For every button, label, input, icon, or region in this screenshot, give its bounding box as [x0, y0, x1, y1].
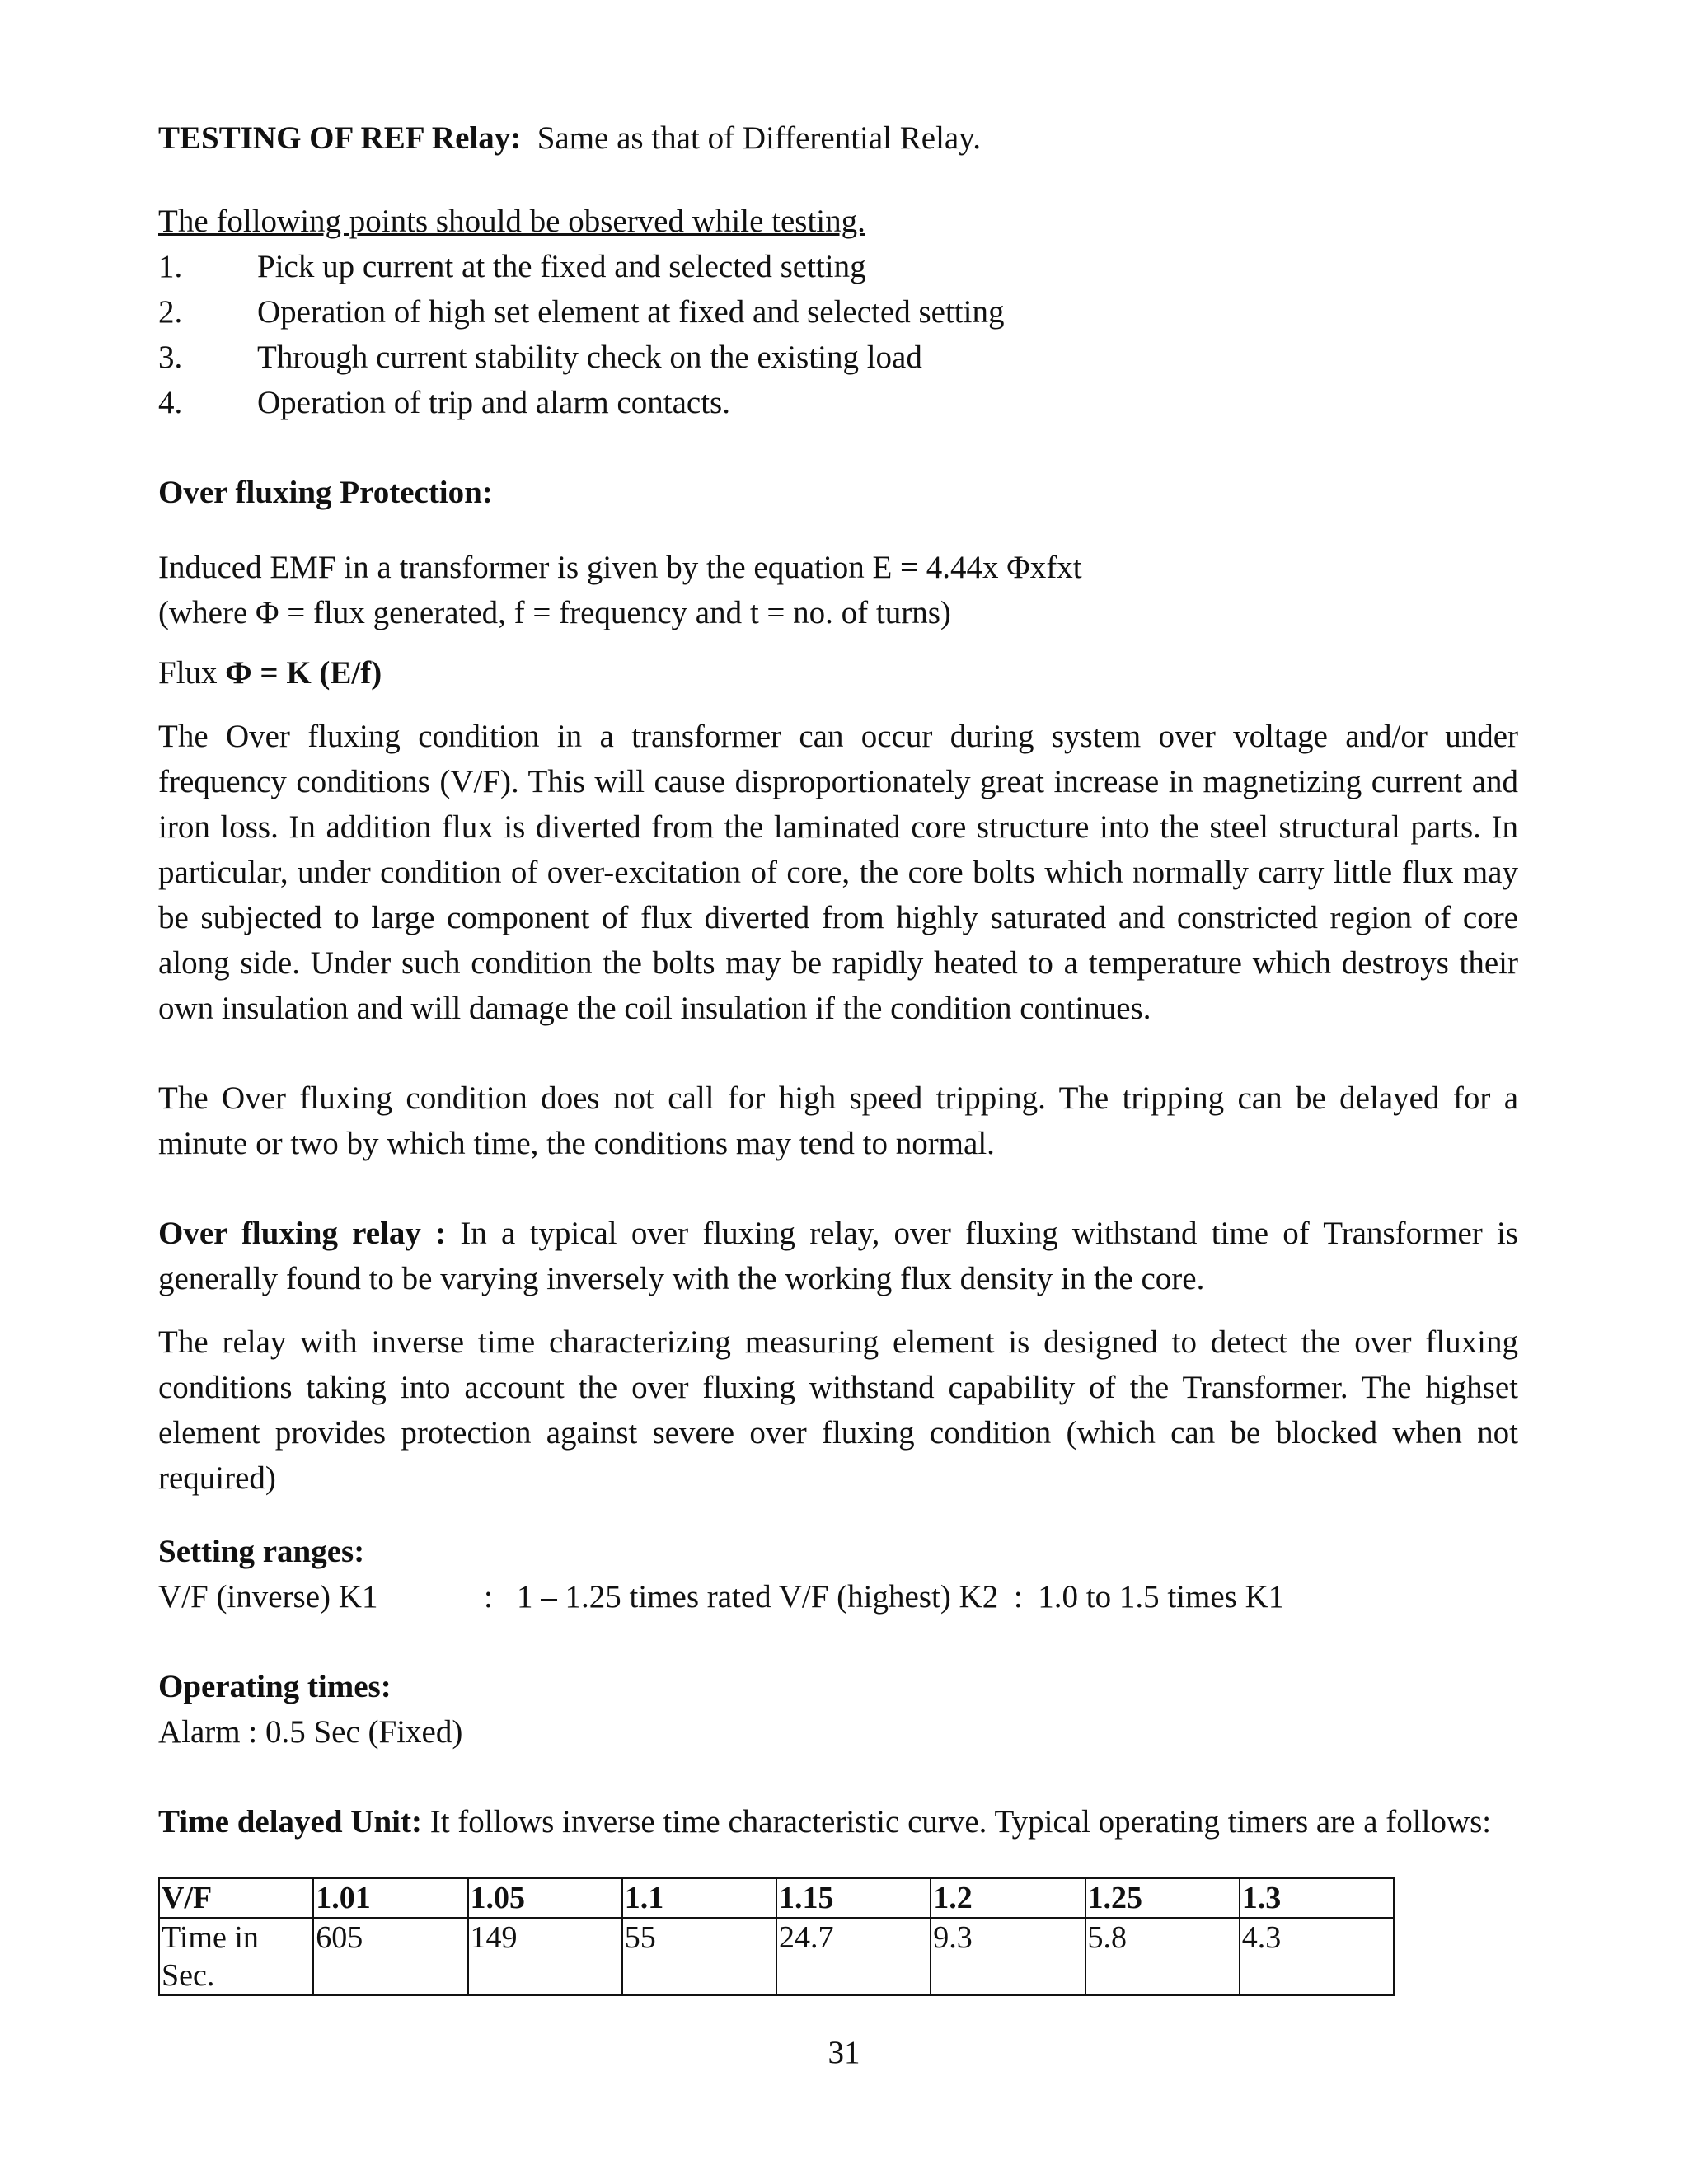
table-cell: 24.7: [776, 1918, 931, 1995]
relay-title: Over fluxing relay :: [158, 1216, 447, 1251]
time-delayed-line: [158, 1799, 1518, 1844]
time-delayed-text: It follows inverse time characteristic curve. Typical operating timers are a follows:: [421, 1804, 1492, 1840]
table-header-cell: 1.01: [313, 1878, 467, 1918]
table-header-cell: 1.05: [468, 1878, 622, 1918]
list-item: 3. Through current stability check on the existing load: [158, 340, 922, 375]
time-delayed-title: Time delayed Unit:: [158, 1804, 422, 1840]
over-fluxing-title: Over fluxing Protection:: [158, 475, 493, 510]
operating-times-title: Operating times:: [158, 1669, 392, 1704]
setting-value-1: 1 – 1.25 times rated V/F (highest) K2: [517, 1579, 999, 1615]
points-intro: The following points should be observed while testing.: [158, 204, 865, 239]
ref-testing-text: Same as that of Differential Relay.: [537, 120, 981, 156]
list-item: 4. Operation of trip and alarm contacts.: [158, 385, 730, 420]
relay-text: In a typical over fluxing relay, over fluxing withstand time of Transformer is generally found to be varying inversely with the working flux density in the core.: [158, 1216, 1518, 1296]
setting-ranges-title: Setting ranges:: [158, 1534, 365, 1569]
table-cell: Time in Sec.: [159, 1918, 313, 1995]
ref-testing-line: [158, 115, 1518, 161]
emf-line-2: (where Φ = flux generated, f = frequency and t = no. of turns): [158, 595, 951, 630]
over-fluxing-paragraph-1: The Over fluxing condition in a transformer can occur during system over voltage and/or under frequency conditions (V/F). This will cause disproportionately great increase in magnetizing current and iron loss. In addition flux is diverted from the laminated core structure into the steel structural parts. In particular, under condition of over-excitation of core, the core bolts which normally carry little flux may be subjected to large component of flux diverted from highly saturated and constricted region of core along side. Under such condition the bolts may be rapidly heated to a temperature which destroys their own insulation and will damage the coil insulation if the condition continues.: [158, 719, 1518, 1026]
flux-formula-line: [158, 650, 1518, 696]
relay-description: The relay with inverse time characterizing measuring element is designed to detect the over fluxing conditions taking into account the over fluxing withstand capability of the Transformer. The highset element provides protection against severe over fluxing condition (which can be blocked when not required): [158, 1324, 1518, 1496]
table-header-row: [159, 1878, 1394, 1918]
list-item: 1. Pick up current at the fixed and selected setting: [158, 249, 866, 284]
table-cell: 55: [622, 1918, 776, 1995]
setting-label: V/F (inverse) K1: [158, 1579, 378, 1615]
table-header-cell: 1.1: [622, 1878, 776, 1918]
table-header-cell: 1.2: [931, 1878, 1085, 1918]
table-cell: 5.8: [1085, 1918, 1240, 1995]
table-cell: 605: [313, 1918, 467, 1995]
table-cell: 149: [468, 1918, 622, 1995]
table-header-cell: V/F: [159, 1878, 313, 1918]
table-header-cell: 1.3: [1240, 1878, 1394, 1918]
ref-testing-title: TESTING OF REF Relay:: [158, 120, 522, 156]
table-cell: 4.3: [1240, 1918, 1394, 1995]
table-row: [159, 1918, 1394, 1995]
relay-paragraph: [158, 1211, 1518, 1301]
table-header-cell: 1.15: [776, 1878, 931, 1918]
points-list: [158, 244, 1518, 425]
emf-line-1: Induced EMF in a transformer is given by the equation E = 4.44x Φxfxt: [158, 550, 1082, 585]
table-cell: 9.3: [931, 1918, 1085, 1995]
vf-time-table: [158, 1877, 1395, 1996]
list-item: 2. Operation of high set element at fixed and selected setting: [158, 294, 1005, 330]
over-fluxing-paragraph-2: The Over fluxing condition does not call for high speed tripping. The tripping can be delayed for a minute or two by which time, the conditions may tend to normal.: [158, 1080, 1518, 1161]
flux-label: Flux: [158, 655, 226, 691]
setting-value-2: 1.0 to 1.5 times K1: [1038, 1579, 1285, 1615]
alarm-line: Alarm : 0.5 Sec (Fixed): [158, 1714, 463, 1750]
page-number: 31: [828, 2035, 860, 2070]
table-header-cell: 1.25: [1085, 1878, 1240, 1918]
setting-ranges-row: V/F (inverse) K1 : 1 – 1.25 times rated V/F (highest) K2 : 1.0 to 1.5 times K1: [158, 1574, 1518, 1619]
flux-formula: Φ = K (E/f): [225, 655, 382, 691]
document-page: [158, 115, 1518, 1996]
